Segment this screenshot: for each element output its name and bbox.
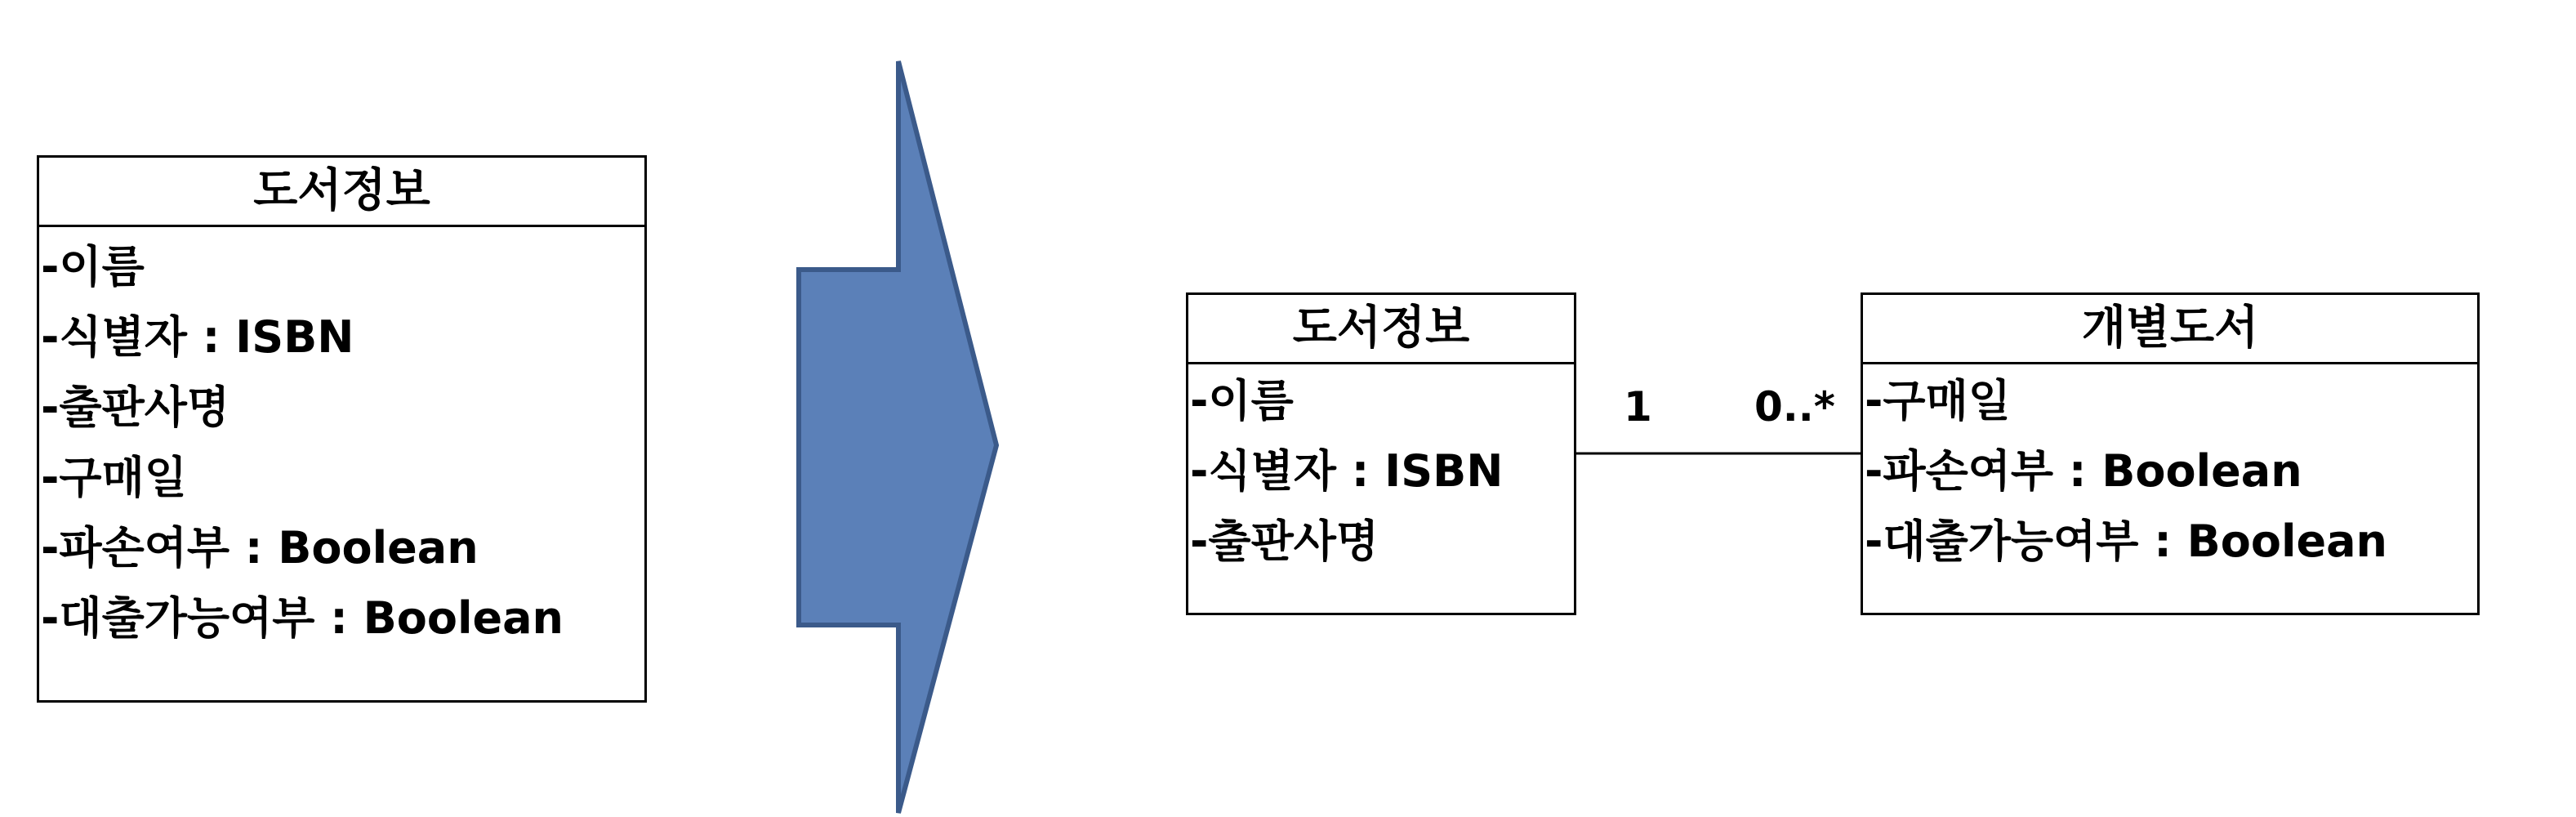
class-box-after-book-info xyxy=(1186,292,1576,615)
attribute-item: -식별자 : ISBN xyxy=(1190,445,1504,497)
class-title: 도서정보 xyxy=(39,158,644,227)
attribute-item: -파손여부 : Boolean xyxy=(1865,445,2302,497)
attribute-item: -이름 xyxy=(41,241,145,292)
class-title: 개별도서 xyxy=(1863,295,2477,364)
multiplicity-info-end: 1 xyxy=(1624,383,1652,431)
attribute-item: -구매일 xyxy=(41,452,187,503)
class-box-before-book-info xyxy=(37,155,647,703)
attribute-list xyxy=(1188,364,1574,577)
attribute-item: -대출가능여부 : Boolean xyxy=(41,592,564,644)
attribute-list xyxy=(39,227,644,654)
attribute-item: -출판사명 xyxy=(1190,516,1379,567)
attribute-item: -파손여부 : Boolean xyxy=(41,522,479,574)
attribute-item: -이름 xyxy=(1190,375,1294,426)
class-box-after-book-copy xyxy=(1861,292,2480,615)
attribute-item: -식별자 : ISBN xyxy=(41,311,354,363)
multiplicity-copy-end: 0..* xyxy=(1754,383,1835,431)
class-title: 도서정보 xyxy=(1188,295,1574,364)
attribute-item: -대출가능여부 : Boolean xyxy=(1865,516,2387,567)
right-arrow-icon xyxy=(799,61,996,813)
attribute-item: -구매일 xyxy=(1865,375,2011,426)
attribute-item: -출판사명 xyxy=(41,382,230,433)
attribute-list xyxy=(1863,364,2477,577)
